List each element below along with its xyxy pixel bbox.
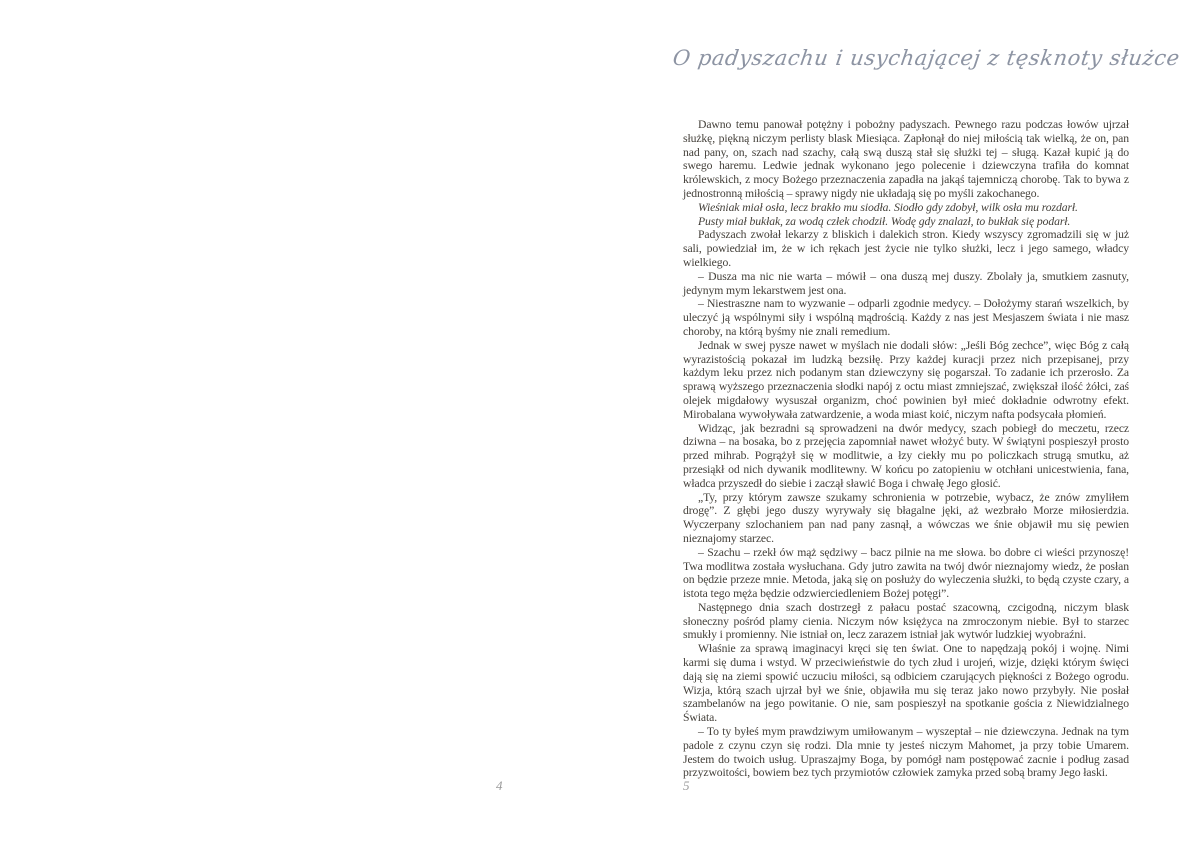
page-number-right: 5 [683,778,690,793]
chapter-title: O padyszachu i usychającej z tęsknoty służce [671,46,1182,70]
body-paragraph: – To ty byłeś mym prawdziwym umiłowanym – wyszeptał – nie dziewczyna. Jednak na tym padole z czynu czyn się rodzi. Dla mnie ty jesteś niczym Mahomet, ja przy tobie Umarem. Jestem do twoich usług. Upraszajmy Boga, by pomógł nam postępować zacnie i podług zasad przyzwoitości, bowiem bez tych przymiotów człowiek zamyka przed sobą bramy Jego łaski. [683,725,1129,780]
body-paragraph: Właśnie za sprawą imaginacyi kręci się ten świat. One to napędzają pokój i wojnę. Nimi karmi się duma i wstyd. W przeciwieństwie do tych złud i urojeń, wizje, dzięki którym święci dają się na ziemi spowić uczuciu miłości, są odbiciem czarujących piękności z Bożego ogrodu. Wizja, którą szach ujrzał był we śnie, objawiła mu się teraz jako nowo przybyły. Nie posłał szambelanów na jego powitanie. O nie, sam pospieszył na spotkanie gościa z Niewidzialnego Świata. [683,642,1129,725]
body-paragraph: Widząc, jak bezradni są sprowadzeni na dwór medycy, szach pobiegł do meczetu, rzecz dziwna – na bosaka, bo z przejęcia zapomniał nawet włożyć buty. W świątyni pospieszył prosto przed mihrab. Pogrążył się w modlitwie, a łzy ciekły mu po policzkach strugą smutku, aż przesiąkł od nich dywanik modlitewny. W końcu po zatopieniu w otchłani unicestwienia, fana, władca przyszedł do siebie i zaczął sławić Boga i chwałę Jego głosić. [683,421,1129,490]
body-paragraph: „Ty, przy którym zawsze szukamy schronienia w potrzebie, wybacz, że znów zmyliłem drogę”. Z głębi jego duszy wyrywały się błagalne jęki, aż wezbrało Morze miłosierdzia. Wyczerpany szlochaniem pan nad pany zasnął, a wówczas we śnie objawił mu się pewien nieznajomy starzec. [683,490,1129,545]
body-text-block [683,118,1129,780]
body-paragraph: – Dusza ma nic nie warta – mówił – ona duszą mej duszy. Zbolały ja, smutkiem zasnuty, jedynym mym lekarstwem jest ona. [683,269,1129,297]
body-paragraph: Jednak w swej pysze nawet w myślach nie dodali słów: „Jeśli Bóg zechce”, więc Bóg z całą wyrazistością pokazał im ludzką bezsiłę. Przy każdej kuracji przez nich przepisanej, przy każdym leku przez nich podanym stan dziewczyny się pogarszał. To zadanie ich przerosło. Za sprawą wyższego przeznaczenia słodki napój z octu miast zmniejszać, zwiększał ilość żółci, zaś olejek migdałowy wysuszał organizm, choć powinien był mieć dokładnie odwrotny efekt. Mirobalana wywoływała zatwardzenie, a woda miast koić, niczym nafta podsycała płomień. [683,338,1129,421]
body-paragraph: Dawno temu panował potężny i pobożny padyszach. Pewnego razu podczas łowów ujrzał służkę, piękną niczym perlisty blask Miesiąca. Zapłonął do niej miłością tak wielką, że on, pan nad pany, on, szach nad szachy, całą swą duszą stał się służki tej – sługą. Kazał kupić ją do swego haremu. Ledwie jednak wykonano jego polecenie i dziewczyna trafiła do komnat królewskich, z mocy Bożego przeznaczenia zapadła na jakąś tajemniczą chorobę. Tak to bywa z jednostronną miłością – sprawy nigdy nie układają się po myśli zakochanego. [683,118,1129,200]
page-number-left: 4 [496,778,503,793]
body-paragraph: Padyszach zwołał lekarzy z bliskich i dalekich stron. Kiedy wszyscy zgromadzili się w już sali, powiedział im, że w ich rękach jest życie nie tylko służki, lecz i jego samego, władcy wielkiego. [683,228,1129,269]
body-paragraph: Następnego dnia szach dostrzegł z pałacu postać szacowną, czcigodną, niczym blask słoneczny pośród plamy cienia. Niczym nów księżyca na zmroczonym niebie. Był to starzec smukły i promienny. Nie istniał on, lecz zarazem istniał jak wytwór ludzkiej wyobraźni. [683,600,1129,642]
verse-line: Pusty miał bukłak, za wodą człek chodził. Wodę gdy znalazł, to bukłak się podarł. [698,214,1071,228]
body-paragraph: – Niestraszne nam to wyzwanie – odparli zgodnie medycy. – Dołożymy starań wszelkich, by uleczyć ją wspólnymi siły i wspólną mądrością. Każdy z nas jest Mesjaszem świata i nie masz choroby, na którą byśmy nie znali remedium. [683,297,1129,338]
body-paragraph: – Szachu – rzekł ów mąż sędziwy – bacz pilnie na me słowa. bo dobre ci wieści przynoszę! Twa modlitwa została wysłuchana. Gdy jutro zawita na twój dwór nieznajomy wiedz, że posłan on będzie przeze mnie. Metoda, jaką się on posłuży do wyleczenia służki, to będą czyste czary, a istota tego męża będzie odzwierciedleniem Bożej potęgi”. [683,545,1129,601]
verse-line: Wieśniak miał osła, lecz brakło mu siodła. Siodło gdy zdobył, wilk osła mu rozdarł. [698,200,1078,214]
